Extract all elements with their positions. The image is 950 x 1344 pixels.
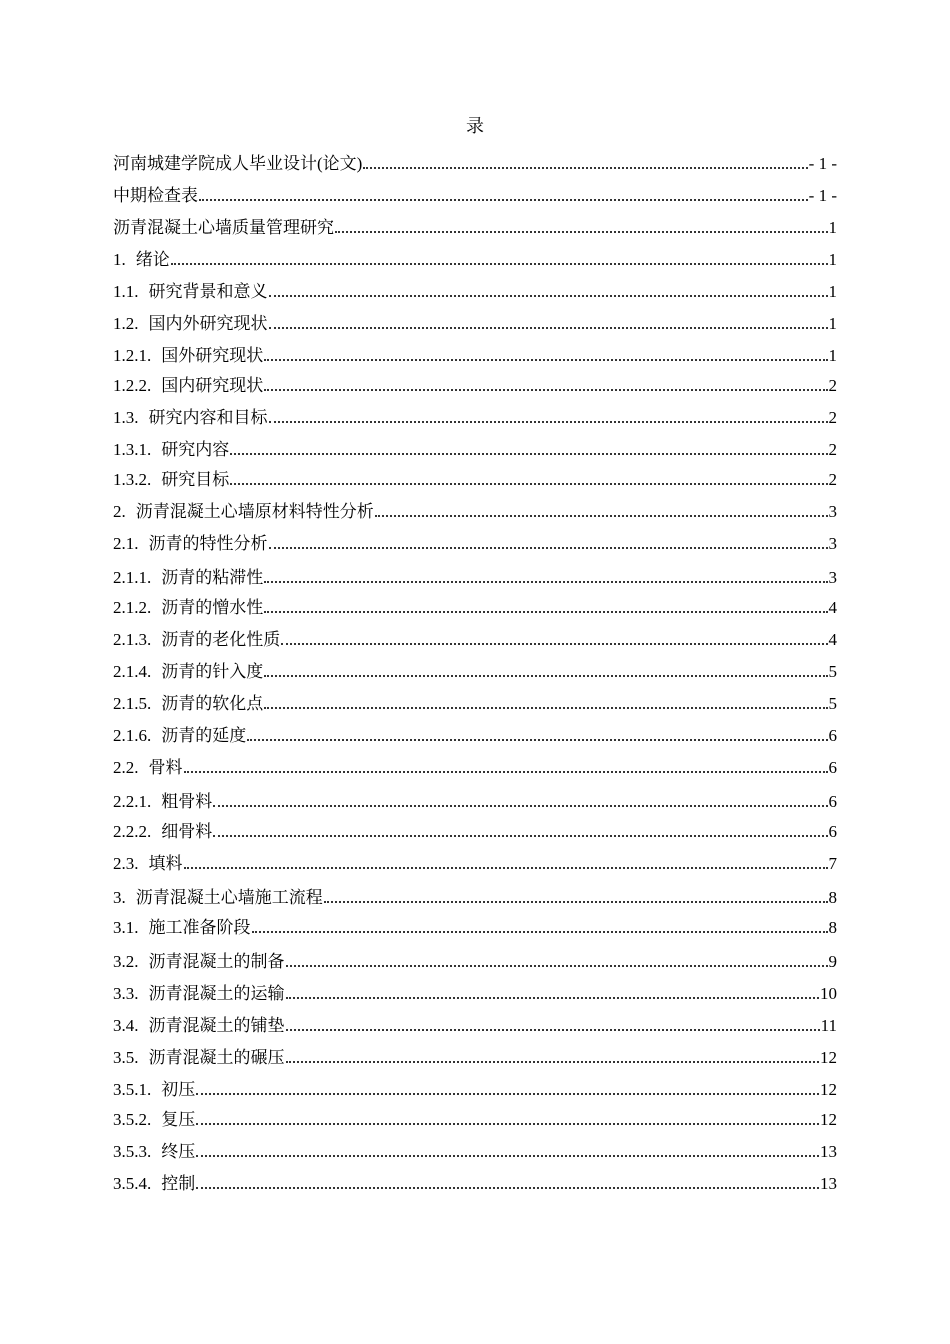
toc-entry[interactable] bbox=[113, 914, 837, 948]
toc-entry-text: 终压 bbox=[161, 1142, 196, 1161]
toc-entry-number: 3.3. bbox=[113, 984, 139, 1003]
toc-entry-text: 控制 bbox=[161, 1174, 196, 1193]
toc-entry-page: 12 bbox=[820, 1048, 837, 1067]
toc-entry-number: 3.2. bbox=[113, 952, 139, 971]
toc-dot-leader bbox=[324, 889, 828, 903]
toc-entry-page: 8 bbox=[828, 888, 837, 907]
toc-entry-text: 国内研究现状 bbox=[161, 376, 264, 395]
toc-entry[interactable] bbox=[113, 1044, 837, 1076]
toc-entry-text: 施工准备阶段 bbox=[148, 918, 251, 937]
toc-dot-leader bbox=[335, 219, 828, 233]
toc-entry-page: 13 bbox=[820, 1174, 837, 1193]
toc-dot-leader bbox=[196, 1081, 819, 1095]
toc-entry[interactable] bbox=[113, 658, 837, 690]
toc-list bbox=[113, 150, 837, 1202]
toc-entry-text: 中期检查表 bbox=[113, 186, 198, 205]
toc-entry-page: 6 bbox=[828, 758, 837, 777]
toc-entry[interactable] bbox=[113, 948, 837, 980]
toc-entry[interactable] bbox=[113, 310, 837, 342]
toc-dot-leader bbox=[213, 793, 827, 807]
toc-entry-number: 3.5.3. bbox=[113, 1142, 152, 1161]
toc-dot-leader bbox=[269, 535, 828, 549]
toc-dot-leader bbox=[252, 919, 828, 933]
toc-entry[interactable] bbox=[113, 626, 837, 658]
toc-entry-number: 2.1.6. bbox=[113, 726, 152, 745]
toc-entry-text: 沥青混凝土的铺垫 bbox=[148, 1016, 285, 1035]
toc-entry-page: 4 bbox=[828, 630, 837, 649]
toc-entry-number: 1.2.2. bbox=[113, 376, 152, 395]
toc-dot-leader bbox=[196, 1175, 819, 1189]
toc-entry-number: 3.1. bbox=[113, 918, 139, 937]
toc-entry-page: 1 bbox=[828, 314, 837, 333]
toc-entry-number: 1.2. bbox=[113, 314, 139, 333]
toc-dot-leader bbox=[247, 727, 827, 741]
toc-entry[interactable] bbox=[113, 372, 837, 404]
toc-entry-number: 2.2.2. bbox=[113, 822, 152, 841]
toc-entry[interactable] bbox=[113, 788, 837, 818]
toc-entry-text: 细骨料 bbox=[161, 822, 213, 841]
toc-entry-number: 1. bbox=[113, 250, 126, 269]
toc-dot-leader bbox=[230, 441, 827, 455]
toc-dot-leader bbox=[286, 985, 820, 999]
toc-entry-page: 5 bbox=[828, 662, 837, 681]
toc-dot-leader bbox=[213, 823, 827, 837]
toc-dot-leader bbox=[264, 569, 827, 583]
toc-entry-text: 沥青的憎水性 bbox=[161, 598, 264, 617]
toc-entry-text: 骨料 bbox=[148, 758, 183, 777]
toc-entry[interactable] bbox=[113, 722, 837, 754]
toc-entry-page: 5 bbox=[828, 694, 837, 713]
toc-entry-page: 12 bbox=[820, 1110, 837, 1129]
toc-entry-number: 1.3.2. bbox=[113, 470, 152, 489]
toc-entry-number: 2.1. bbox=[113, 534, 139, 553]
toc-entry-page: 1 bbox=[828, 250, 837, 269]
toc-entry-number: 2.1.1. bbox=[113, 568, 152, 587]
toc-entry-text: 研究内容和目标 bbox=[148, 408, 268, 427]
toc-entry-text: 研究内容 bbox=[161, 440, 230, 459]
toc-dot-leader bbox=[264, 663, 827, 677]
toc-entry[interactable] bbox=[113, 1012, 837, 1044]
toc-entry-page: - 1 - bbox=[808, 186, 837, 205]
toc-dot-leader bbox=[269, 315, 828, 329]
toc-entry[interactable] bbox=[113, 278, 837, 310]
toc-entry-page: 9 bbox=[828, 952, 837, 971]
toc-entry[interactable] bbox=[113, 850, 837, 884]
toc-entry[interactable] bbox=[113, 1076, 837, 1106]
toc-entry-number: 3.4. bbox=[113, 1016, 139, 1035]
toc-entry-page: 3 bbox=[828, 568, 837, 587]
toc-entry-text: 研究目标 bbox=[161, 470, 230, 489]
toc-dot-leader bbox=[264, 695, 827, 709]
toc-entry[interactable] bbox=[113, 1170, 837, 1202]
toc-entry-text: 沥青混凝土的运输 bbox=[148, 984, 285, 1003]
toc-entry-number: 2.3. bbox=[113, 854, 139, 873]
toc-dot-leader bbox=[264, 599, 827, 613]
toc-entry-page: 4 bbox=[828, 598, 837, 617]
toc-dot-leader bbox=[269, 283, 828, 297]
toc-entry-page: 2 bbox=[828, 376, 837, 395]
toc-entry-page: 12 bbox=[820, 1080, 837, 1099]
toc-entry-number: 1.3. bbox=[113, 408, 139, 427]
toc-dot-leader bbox=[375, 503, 828, 517]
toc-entry-text: 沥青混凝土的碾压 bbox=[148, 1048, 285, 1067]
toc-dot-leader bbox=[184, 855, 828, 869]
toc-entry[interactable] bbox=[113, 466, 837, 498]
toc-dot-leader bbox=[184, 759, 828, 773]
toc-entry[interactable] bbox=[113, 530, 837, 564]
toc-entry-number: 2.1.3. bbox=[113, 630, 152, 649]
toc-entry-text: 沥青混凝土心墙质量管理研究 bbox=[113, 218, 334, 237]
toc-dot-leader bbox=[196, 1143, 819, 1157]
toc-entry-page: 6 bbox=[828, 792, 837, 811]
toc-entry-page: 1 bbox=[828, 346, 837, 365]
toc-dot-leader bbox=[196, 1111, 819, 1125]
toc-entry-text: 沥青的延度 bbox=[161, 726, 247, 745]
toc-entry-page: 2 bbox=[828, 470, 837, 489]
toc-entry-page: 1 bbox=[828, 282, 837, 301]
toc-entry-text: 填料 bbox=[148, 854, 183, 873]
toc-entry-page: 8 bbox=[828, 918, 837, 937]
toc-entry-page: 13 bbox=[820, 1142, 837, 1161]
toc-entry-text: 沥青混凝土心墙原材料特性分析 bbox=[135, 502, 374, 521]
toc-dot-leader bbox=[363, 155, 807, 169]
toc-entry-page: 6 bbox=[828, 822, 837, 841]
toc-entry-text: 沥青的软化点 bbox=[161, 694, 264, 713]
toc-entry-number: 2.1.4. bbox=[113, 662, 152, 681]
toc-entry-number: 2.2.1. bbox=[113, 792, 152, 811]
toc-entry-text: 沥青的粘滞性 bbox=[161, 568, 264, 587]
toc-entry-number: 2.2. bbox=[113, 758, 139, 777]
toc-entry-text: 国外研究现状 bbox=[161, 346, 264, 365]
toc-entry[interactable] bbox=[113, 342, 837, 372]
toc-entry-page: - 1 - bbox=[808, 154, 837, 173]
toc-dot-leader bbox=[199, 187, 808, 201]
toc-entry-text: 沥青混凝土心墙施工流程 bbox=[135, 888, 323, 907]
toc-entry-page: 2 bbox=[828, 440, 837, 459]
toc-entry[interactable] bbox=[113, 182, 837, 214]
toc-entry[interactable] bbox=[113, 1106, 837, 1138]
toc-entry-text: 研究背景和意义 bbox=[148, 282, 268, 301]
toc-entry-text: 复压 bbox=[161, 1110, 196, 1129]
toc-entry[interactable] bbox=[113, 690, 837, 722]
toc-entry[interactable] bbox=[113, 564, 837, 594]
toc-title: 录 bbox=[466, 116, 484, 136]
toc-entry-page: 11 bbox=[820, 1016, 837, 1035]
toc-dot-leader bbox=[264, 347, 827, 361]
toc-entry-page: 2 bbox=[828, 408, 837, 427]
toc-entry[interactable] bbox=[113, 150, 837, 182]
toc-entry-page: 3 bbox=[828, 534, 837, 553]
toc-dot-leader bbox=[269, 409, 828, 423]
toc-entry-text: 沥青的老化性质 bbox=[161, 630, 281, 649]
toc-entry-page: 6 bbox=[828, 726, 837, 745]
toc-entry-number: 2.1.5. bbox=[113, 694, 152, 713]
toc-dot-leader bbox=[286, 953, 828, 967]
toc-entry-number: 1.2.1. bbox=[113, 346, 152, 365]
toc-dot-leader bbox=[264, 377, 827, 391]
toc-dot-leader bbox=[286, 1017, 820, 1031]
toc-entry[interactable] bbox=[113, 754, 837, 788]
toc-entry-text: 初压 bbox=[161, 1080, 196, 1099]
toc-entry-page: 10 bbox=[820, 984, 837, 1003]
toc-entry-text: 沥青混凝土的制备 bbox=[148, 952, 285, 971]
toc-entry-page: 1 bbox=[828, 218, 837, 237]
toc-entry-text: 粗骨料 bbox=[161, 792, 213, 811]
toc-entry-page: 7 bbox=[828, 854, 837, 873]
toc-entry-number: 3.5.4. bbox=[113, 1174, 152, 1193]
toc-dot-leader bbox=[281, 631, 827, 645]
toc-entry-text: 沥青的针入度 bbox=[161, 662, 264, 681]
toc-entry-text: 绪论 bbox=[135, 250, 170, 269]
toc-entry[interactable] bbox=[113, 498, 837, 530]
toc-entry[interactable] bbox=[113, 246, 837, 278]
toc-entry[interactable] bbox=[113, 980, 837, 1012]
toc-entry-text: 沥青的特性分析 bbox=[148, 534, 268, 553]
toc-entry-number: 3.5. bbox=[113, 1048, 139, 1067]
toc-dot-leader bbox=[230, 471, 827, 485]
toc-entry-text: 河南城建学院成人毕业设计(论文) bbox=[113, 154, 363, 173]
toc-dot-leader bbox=[286, 1049, 820, 1063]
toc-entry-number: 3.5.1. bbox=[113, 1080, 152, 1099]
toc-dot-leader bbox=[171, 251, 828, 265]
toc-entry-text: 国内外研究现状 bbox=[148, 314, 268, 333]
toc-entry[interactable] bbox=[113, 818, 837, 850]
toc-entry[interactable] bbox=[113, 214, 837, 246]
toc-entry-number: 1.3.1. bbox=[113, 440, 152, 459]
toc-entry[interactable] bbox=[113, 884, 837, 914]
toc-entry[interactable] bbox=[113, 594, 837, 626]
toc-entry-number: 2.1.2. bbox=[113, 598, 152, 617]
toc-entry[interactable] bbox=[113, 1138, 837, 1170]
toc-entry-number: 3.5.2. bbox=[113, 1110, 152, 1129]
toc-entry[interactable] bbox=[113, 404, 837, 436]
toc-entry-number: 1.1. bbox=[113, 282, 139, 301]
toc-entry-number: 3. bbox=[113, 888, 126, 907]
toc-entry[interactable] bbox=[113, 436, 837, 466]
toc-entry-number: 2. bbox=[113, 502, 126, 521]
toc-entry-page: 3 bbox=[828, 502, 837, 521]
